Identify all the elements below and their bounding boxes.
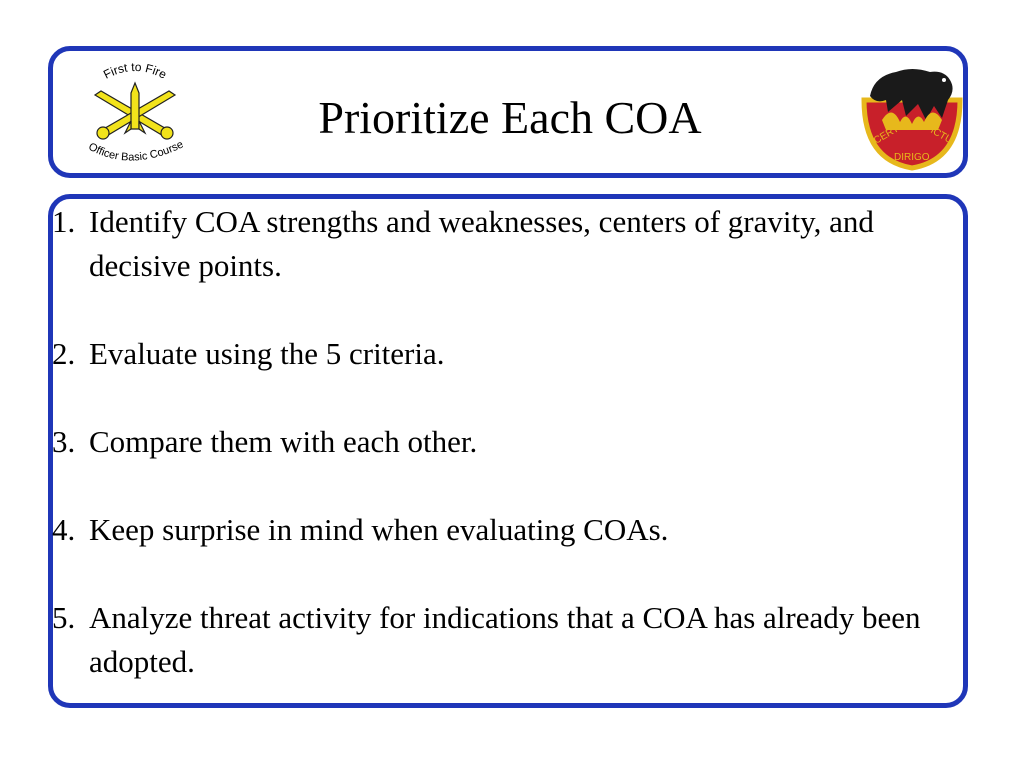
item-number: 4. — [52, 512, 76, 547]
motto-right: ICTU — [928, 125, 955, 147]
item-number: 3. — [52, 424, 76, 459]
svg-text:Officer Basic Course — [86, 138, 185, 163]
bear-crest-icon — [852, 60, 972, 178]
list-item — [52, 508, 952, 552]
item-number: 5. — [52, 600, 76, 635]
list-item — [52, 200, 952, 288]
svg-text:First to Fire — [101, 60, 169, 82]
coa-steps-list — [52, 200, 952, 728]
motto-bottom: DIRIGO — [894, 152, 930, 163]
list-item — [52, 596, 952, 684]
item-number: 2. — [52, 336, 76, 371]
field-artillery-logo — [75, 55, 195, 173]
motto-left: CERTO — [872, 119, 908, 147]
item-number: 1. — [52, 204, 76, 239]
item-text: Identify COA strengths and weaknesses, centers of gravity, and decisive points. — [89, 204, 874, 283]
crossed-cannons-icon — [75, 55, 195, 173]
item-text: Compare them with each other. — [89, 424, 478, 459]
slide-title: Prioritize Each COA — [318, 92, 702, 143]
list-item — [52, 420, 952, 464]
item-text: Keep surprise in mind when evaluating COAs. — [89, 512, 669, 547]
logo-top-text: First to Fire — [101, 59, 169, 82]
logo-bottom-text: Officer Basic Course — [86, 138, 186, 164]
list-item — [52, 332, 952, 376]
item-text: Analyze threat activity for indications that a COA has already been adopted. — [89, 600, 921, 679]
item-text: Evaluate using the 5 criteria. — [89, 336, 445, 371]
unit-crest-logo — [852, 60, 972, 178]
